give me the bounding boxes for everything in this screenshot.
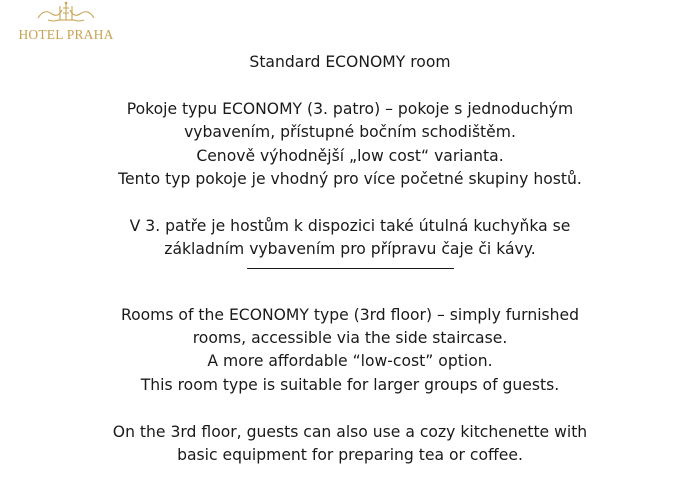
text-line: Rooms of the ECONOMY type (3rd floor) – simply furnished xyxy=(120,305,580,324)
text-line: On the 3rd floor, guests can also use a cozy kitchenette with xyxy=(112,422,588,441)
text-line: vybavením, přístupné bočním schodištěm. xyxy=(184,123,516,142)
text-line: základním vybavením pro přípravu čaje či kávy. xyxy=(164,240,536,259)
text-line: Cenově výhodnější „low cost“ varianta. xyxy=(196,146,504,165)
text-line: rooms, accessible via the side staircase. xyxy=(192,329,508,348)
text-line: Pokoje typu ECONOMY (3. patro) – pokoje s jednoduchým xyxy=(126,99,574,118)
hotel-logo xyxy=(14,0,118,46)
text-line: V 3. patře je hostům k dispozici také útulná kuchyňka se xyxy=(129,216,571,235)
text-line: Tento typ pokoje je vhodný pro více početné skupiny hostů. xyxy=(118,170,582,189)
english-paragraph-2 xyxy=(0,421,700,468)
english-paragraph-1 xyxy=(0,304,700,398)
crown-logo-icon xyxy=(34,0,98,24)
room-description xyxy=(0,51,700,467)
czech-paragraph-2 xyxy=(0,215,700,262)
text-line: This room type is suitable for larger groups of guests. xyxy=(140,375,560,394)
czech-paragraph-1 xyxy=(0,98,700,192)
text-line: A more affordable “low-cost” option. xyxy=(207,352,493,371)
language-divider xyxy=(247,268,454,269)
page-title: Standard ECONOMY room xyxy=(249,53,451,71)
logo-text: HOTEL PRAHA xyxy=(18,27,114,42)
text-line: basic equipment for preparing tea or coffee. xyxy=(177,446,523,465)
